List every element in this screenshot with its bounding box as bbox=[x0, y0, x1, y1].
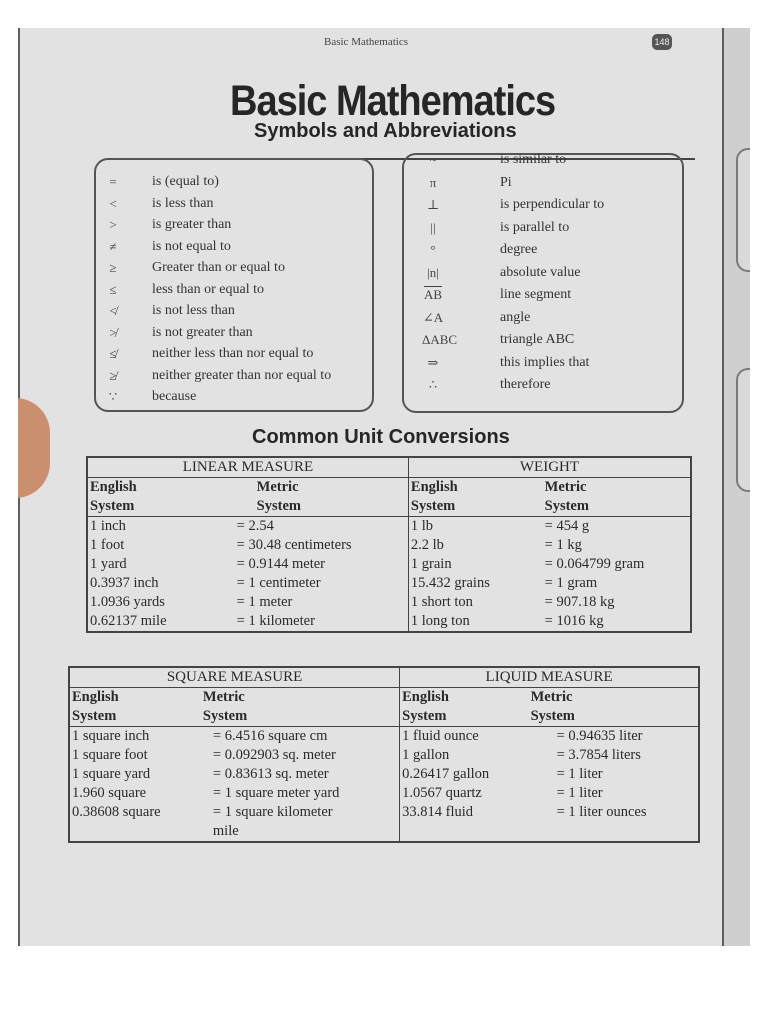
left-symbol: ≥ bbox=[109, 260, 117, 275]
liquid-col2-line1: Metric bbox=[530, 689, 573, 705]
linear-metric-cell: = 30.48 centimeters bbox=[236, 537, 352, 553]
linear-weight-table bbox=[86, 456, 692, 633]
left-symbol-meaning: because bbox=[152, 389, 197, 404]
left-symbol-meaning: neither less than nor equal to bbox=[152, 346, 314, 361]
table-row bbox=[69, 822, 699, 842]
table-row bbox=[69, 784, 699, 803]
liquid-metric-cell: = 0.94635 liter bbox=[556, 728, 643, 744]
weight-metric-cell: = 1016 kg bbox=[544, 613, 604, 629]
weight-metric-cell: = 1 gram bbox=[544, 575, 598, 591]
right-symbol-meaning: line segment bbox=[500, 287, 572, 302]
weight-col1-line2: System bbox=[408, 497, 520, 517]
linear-english-cell: 1 yard bbox=[90, 556, 127, 572]
linear-english-cell: 0.62137 mile bbox=[90, 613, 167, 629]
table-row bbox=[87, 574, 691, 593]
right-symbol: $\overline{AB}$ bbox=[423, 287, 443, 302]
liquid-metric-cell: = 3.7854 liters bbox=[556, 747, 641, 763]
right-symbol: |n| bbox=[427, 264, 439, 280]
right-symbol-meaning: Pi bbox=[500, 174, 512, 190]
right-symbol-meaning: is perpendicular to bbox=[500, 197, 605, 212]
square-col1-line1: English bbox=[72, 689, 119, 705]
liquid-english-cell bbox=[400, 822, 529, 842]
right-symbol-meaning: is similar to bbox=[500, 152, 567, 167]
weight-english-cell: 1 short ton bbox=[408, 593, 520, 612]
liquid-metric-cell: = 1 liter ounces bbox=[556, 804, 647, 820]
left-symbol: ≤ bbox=[109, 281, 117, 297]
weight-english-cell: 1 long ton bbox=[408, 612, 520, 632]
left-symbol: ∵ bbox=[108, 389, 118, 404]
symbols-right-box bbox=[402, 153, 684, 413]
table-row bbox=[69, 727, 699, 747]
linear-col1-line1: English bbox=[90, 479, 137, 495]
square-english-cell: 1.960 square bbox=[72, 785, 147, 801]
running-header: Basic Mathematics bbox=[324, 36, 409, 48]
linear-col2-line2: System bbox=[197, 497, 409, 517]
linear-metric-cell: = 1 centimeter bbox=[236, 575, 321, 591]
linear-metric-cell: = 0.9144 meter bbox=[236, 556, 325, 572]
photo-frame bbox=[18, 28, 750, 946]
square-english-cell: 1 square foot bbox=[72, 747, 148, 763]
right-symbol: || bbox=[430, 219, 436, 235]
weight-english-cell: 15.432 grains bbox=[408, 574, 520, 593]
page-title: Basic Mathematics bbox=[230, 78, 556, 126]
table-row bbox=[87, 593, 691, 612]
liquid-english-cell: 1 gallon bbox=[400, 746, 529, 765]
liquid-title: LIQUID MEASURE bbox=[400, 667, 699, 688]
square-metric-cell: mile bbox=[212, 823, 239, 839]
table-row bbox=[87, 555, 691, 574]
book-page bbox=[20, 28, 722, 946]
table-row bbox=[87, 536, 691, 555]
left-symbol-meaning: is greater than bbox=[152, 217, 232, 232]
linear-title: LINEAR MEASURE bbox=[87, 457, 408, 478]
left-symbol-meaning: is less than bbox=[152, 195, 214, 211]
liquid-english-cell: 0.26417 gallon bbox=[400, 765, 529, 784]
square-col2-line2: System bbox=[201, 707, 400, 727]
weight-metric-cell: = 0.064799 gram bbox=[544, 556, 645, 572]
left-symbol: ≰ bbox=[109, 346, 117, 361]
table-row bbox=[69, 765, 699, 784]
liquid-metric-cell: = 1 liter bbox=[556, 766, 603, 782]
square-col2-line1: Metric bbox=[202, 689, 245, 705]
page-number: 148 bbox=[652, 34, 672, 50]
liquid-english-cell: 33.814 fluid bbox=[400, 803, 529, 822]
page-tab bbox=[736, 368, 750, 492]
weight-metric-cell: = 1 kg bbox=[544, 537, 582, 553]
square-english-cell: 1 square yard bbox=[72, 766, 151, 782]
right-symbol: ~ bbox=[429, 152, 437, 167]
left-symbol-meaning: is not less than bbox=[152, 303, 235, 318]
weight-metric-cell: = 907.18 kg bbox=[544, 594, 615, 610]
right-symbol-meaning: absolute value bbox=[500, 264, 581, 280]
thumb bbox=[18, 398, 50, 498]
right-symbol-meaning: degree bbox=[500, 242, 538, 257]
linear-english-cell: 0.3937 inch bbox=[90, 575, 159, 591]
linear-metric-cell: = 1 meter bbox=[236, 594, 293, 610]
liquid-metric-cell bbox=[529, 822, 699, 842]
right-symbol-meaning: triangle ABC bbox=[500, 332, 575, 347]
left-symbol: < bbox=[109, 195, 117, 211]
liquid-english-cell: 1 fluid ounce bbox=[400, 727, 529, 747]
linear-metric-cell: = 2.54 bbox=[236, 518, 274, 534]
liquid-metric-cell: = 1 liter bbox=[556, 785, 603, 801]
right-symbol-meaning: angle bbox=[500, 309, 531, 325]
right-symbol: ∠A bbox=[422, 309, 444, 325]
weight-col1-line1: English bbox=[408, 478, 520, 498]
linear-english-cell: 1 inch bbox=[90, 518, 126, 534]
table-row bbox=[69, 746, 699, 765]
weight-title: WEIGHT bbox=[408, 457, 691, 478]
square-liquid-table bbox=[68, 666, 700, 843]
table-row bbox=[87, 612, 691, 632]
right-symbol: ΔABC bbox=[422, 332, 458, 347]
right-symbol-meaning: this implies that bbox=[500, 354, 590, 370]
linear-metric-cell: = 1 kilometer bbox=[236, 613, 315, 629]
table-row bbox=[69, 803, 699, 822]
weight-metric-cell: = 454 g bbox=[544, 518, 590, 534]
left-symbol: ≮ bbox=[109, 303, 117, 318]
square-english-cell bbox=[69, 822, 201, 842]
right-symbol: ⊥ bbox=[426, 197, 440, 212]
square-metric-cell: = 0.83613 sq. meter bbox=[212, 766, 329, 782]
left-symbol-meaning: neither greater than nor equal to bbox=[152, 367, 332, 383]
page-tab bbox=[736, 148, 750, 272]
liquid-col1-line2: System bbox=[400, 707, 529, 727]
right-symbol: ∴ bbox=[428, 377, 438, 392]
right-symbol: π bbox=[429, 174, 437, 190]
left-symbol-meaning: less than or equal to bbox=[152, 281, 264, 297]
weight-english-cell: 1 grain bbox=[408, 555, 520, 574]
liquid-col1-line1: English bbox=[400, 688, 529, 708]
right-symbol: ⇒ bbox=[427, 354, 439, 370]
linear-english-cell: 1.0936 yards bbox=[90, 594, 165, 610]
linear-english-cell: 1 foot bbox=[90, 537, 125, 553]
weight-col2-line2: System bbox=[521, 497, 691, 517]
left-symbol-meaning: Greater than or equal to bbox=[152, 260, 285, 275]
square-metric-cell: = 1 square kilometer bbox=[212, 804, 333, 820]
left-symbol-meaning: is (equal to) bbox=[152, 174, 219, 189]
table-row bbox=[87, 517, 691, 537]
right-symbol-meaning: is parallel to bbox=[500, 219, 570, 235]
left-symbol: > bbox=[109, 217, 117, 232]
square-metric-cell: = 0.092903 sq. meter bbox=[212, 747, 336, 763]
square-english-cell: 1 square inch bbox=[72, 728, 150, 744]
page-subtitle: Symbols and Abbreviations bbox=[254, 120, 517, 142]
adjacent-page-edge bbox=[724, 28, 750, 946]
left-symbol: ≯ bbox=[109, 324, 117, 340]
liquid-english-cell: 1.0567 quartz bbox=[400, 784, 529, 803]
left-symbol: ≱ bbox=[109, 367, 117, 383]
left-symbol-meaning: is not greater than bbox=[152, 324, 253, 340]
square-metric-cell: = 6.4516 square cm bbox=[212, 728, 328, 744]
right-symbol-meaning: therefore bbox=[500, 377, 551, 392]
square-metric-cell: = 1 square meter yard bbox=[212, 785, 340, 801]
right-symbol: ° bbox=[430, 242, 436, 257]
left-symbol-meaning: is not equal to bbox=[152, 238, 231, 254]
square-english-cell: 0.38608 square bbox=[72, 804, 161, 820]
linear-col1-line2: System bbox=[87, 497, 197, 517]
left-symbol: = bbox=[109, 174, 117, 189]
square-title: SQUARE MEASURE bbox=[69, 667, 400, 688]
weight-col2-line1: Metric bbox=[544, 479, 587, 495]
linear-col2-line1: Metric bbox=[256, 479, 299, 495]
left-symbol: ≠ bbox=[109, 238, 117, 254]
weight-english-cell: 2.2 lb bbox=[408, 536, 520, 555]
conversions-title: Common Unit Conversions bbox=[252, 426, 510, 448]
weight-english-cell: 1 lb bbox=[408, 517, 520, 537]
liquid-col2-line2: System bbox=[529, 707, 699, 727]
square-col1-line2: System bbox=[69, 707, 201, 727]
